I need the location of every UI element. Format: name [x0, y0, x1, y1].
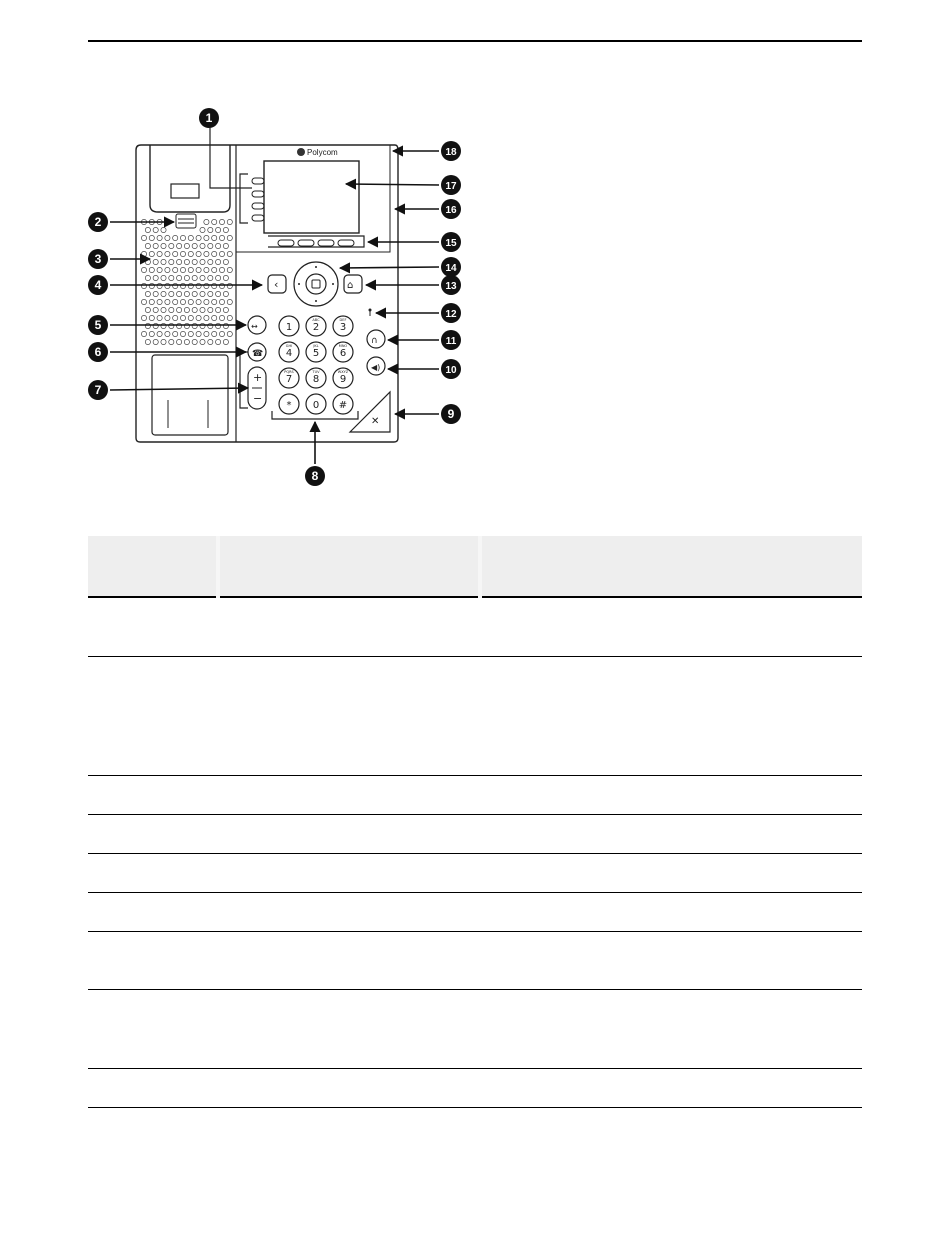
hold-icon: ☎ — [252, 349, 264, 359]
transfer-icon: ↔ — [251, 322, 258, 331]
table-cell-feature — [218, 931, 480, 989]
table-row — [88, 892, 862, 931]
callout-number: 17 — [445, 181, 457, 192]
callout-13 — [441, 275, 461, 295]
table-row — [88, 989, 862, 1068]
table-row — [88, 597, 862, 656]
table-row — [88, 775, 862, 814]
table-cell-description — [480, 656, 862, 775]
dialpad-digit: * — [286, 400, 292, 411]
svg-text:+: + — [253, 371, 263, 384]
mute-icon: ✕ — [371, 416, 380, 427]
table-cell-feature — [218, 989, 480, 1068]
table-cell-no — [88, 931, 218, 989]
callout-number: 16 — [445, 205, 457, 216]
table-cell-description — [480, 814, 862, 853]
callout-number: 13 — [445, 281, 457, 292]
table-cell-no — [88, 892, 218, 931]
table-cell-feature — [218, 656, 480, 775]
dialpad-letters: ABC — [312, 318, 320, 322]
callout-number: 2 — [94, 215, 102, 229]
dialpad-digit: 2 — [312, 322, 320, 333]
dialpad-digit: 0 — [312, 400, 320, 411]
dialpad-digit: 7 — [285, 374, 293, 385]
callout-arrow — [346, 184, 439, 185]
callout-number: 10 — [445, 365, 457, 376]
callout-number: 11 — [445, 336, 457, 347]
table-cell-description — [480, 892, 862, 931]
callout-16 — [441, 199, 461, 219]
dialpad-digit: 1 — [285, 322, 293, 333]
callout-number: 8 — [311, 469, 319, 483]
table-row — [88, 853, 862, 892]
brand-logo-icon — [297, 148, 305, 156]
callout-11 — [441, 330, 461, 350]
callout-number: 5 — [94, 318, 102, 332]
callout-number: 15 — [445, 238, 457, 249]
dialpad-letters: JKL — [313, 344, 319, 348]
callout-number: 4 — [94, 278, 102, 292]
callout-3 — [88, 249, 108, 269]
callout-17 — [441, 175, 461, 195]
callout-number: 1 — [205, 111, 213, 125]
table-cell-no — [88, 656, 218, 775]
table-cell-no — [88, 597, 218, 656]
dialpad-letters: WXYZ — [337, 370, 349, 374]
table-cell-no — [88, 989, 218, 1068]
callout-4 — [88, 275, 108, 295]
table-cell-description — [480, 597, 862, 656]
headset-icon: ∩ — [371, 336, 378, 346]
callout-12 — [441, 303, 461, 323]
callout-number: 9 — [447, 407, 455, 421]
table-cell-description — [480, 775, 862, 814]
header-no — [88, 536, 218, 597]
callout-number: 3 — [94, 252, 102, 266]
callout-9 — [441, 404, 461, 424]
table-cell-no — [88, 814, 218, 853]
callout-arrow — [340, 267, 439, 268]
table-row — [88, 931, 862, 989]
header-feature — [218, 536, 480, 597]
table-cell-feature — [218, 892, 480, 931]
dialpad-digit: 3 — [339, 322, 347, 333]
table-row — [88, 656, 862, 775]
table-cell-feature — [218, 597, 480, 656]
callout-5 — [88, 315, 108, 335]
phone-diagram — [0, 0, 950, 500]
back-icon: ‹ — [274, 278, 279, 291]
dialpad-letters: PQRS — [284, 370, 294, 374]
table-cell-description — [480, 1068, 862, 1107]
table-cell-description — [480, 989, 862, 1068]
table-cell-feature — [218, 775, 480, 814]
dialpad-letters: DEF — [339, 318, 347, 322]
callout-number: 6 — [94, 345, 102, 359]
dialpad-letters: GHI — [285, 344, 293, 348]
callout-6 — [88, 342, 108, 362]
table-cell-feature — [218, 1068, 480, 1107]
callout-2 — [88, 212, 108, 232]
callout-number: 7 — [94, 383, 102, 397]
dialpad-letters: TUV — [312, 370, 320, 374]
dialpad-digit: 8 — [312, 374, 320, 385]
table-cell-no — [88, 1068, 218, 1107]
dialpad-letters: MNO — [338, 344, 348, 348]
callout-14 — [441, 257, 461, 277]
table-header-row — [88, 536, 862, 597]
header-description — [480, 536, 862, 597]
dialpad-digit: 5 — [312, 348, 320, 359]
callout-10 — [441, 359, 461, 379]
dialpad-digit: 4 — [285, 348, 293, 359]
home-icon: ⌂ — [347, 280, 354, 291]
table-row — [88, 814, 862, 853]
callout-18 — [441, 141, 461, 161]
table-cell-feature — [218, 814, 480, 853]
callout-7 — [88, 380, 108, 400]
callout-1 — [199, 108, 219, 128]
callout-number: 14 — [445, 263, 457, 274]
callout-number: 12 — [445, 309, 457, 320]
table-cell-no — [88, 853, 218, 892]
feature-table-area — [88, 536, 862, 1108]
feature-table — [88, 536, 862, 1108]
table-cell-description — [480, 853, 862, 892]
callout-number: 18 — [445, 147, 457, 158]
dialpad-digit: 6 — [339, 348, 347, 359]
table-cell-feature — [218, 853, 480, 892]
speaker-icon: ◀) — [371, 363, 381, 372]
callout-8 — [305, 466, 325, 486]
dialpad-digit: # — [338, 400, 348, 411]
table-cell-description — [480, 931, 862, 989]
svg-text:−: − — [253, 392, 263, 405]
table-cell-no — [88, 775, 218, 814]
dialpad-digit: 9 — [339, 374, 347, 385]
brand-logo: Polycom — [307, 148, 338, 157]
table-row — [88, 1068, 862, 1107]
callout-15 — [441, 232, 461, 252]
